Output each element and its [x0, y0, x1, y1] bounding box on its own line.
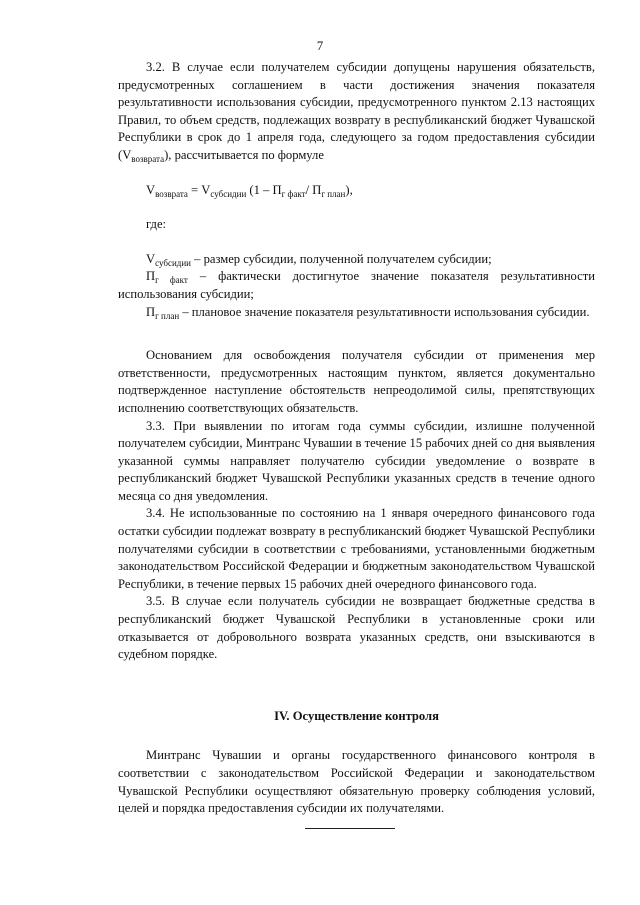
definition-item [118, 304, 595, 322]
basis-paragraph: Основанием для освобождения получателя субсидии от применения мер ответственности, предусмотренных настоящим пунктом, является документально подтвержденное наступление обстоятельств непреодолимой силы, препятствующих исполнению соответствующих обязательств. [118, 348, 595, 415]
paragraph-3-4: 3.4. Не использованные по состоянию на 1 января очередного финансового года остатки субсидии подлежат возврату в республиканский бюджет Чувашской Республики получателями субсидии в соответствии с требованиями, установленными бюджетным законодательством Российской Федерации и бюджетным законодательством Чувашской Республики, в течение первых 15 рабочих дней очередного финансового года. [118, 506, 595, 591]
definition-subscript: субсидии [155, 257, 191, 268]
control-paragraph: Минтранс Чувашии и органы государственного финансового контроля в соответствии с законодательством Российской Федерации и законодательством Чувашской Республики осуществляют обязательную проверку соблюдения условий, целей и порядка предоставления субсидии их получателями. [118, 748, 595, 816]
where-label: где: [146, 217, 167, 232]
formula-sub-plan: г план [321, 188, 346, 199]
formula-mid: (1 – П [246, 182, 282, 197]
formula-sub-return: возврата [155, 188, 188, 199]
definition-item [118, 268, 595, 303]
paragraph-3-2-subscript: возврата [131, 153, 165, 164]
paragraph-3-5: 3.5. В случае если получатель субсидии не возвращает бюджетные средства в республиканский бюджет Чувашской Республики в установленные сроки или отказывается от добровольного возврата указанных средств, они взыскиваются в судебном порядке. [118, 594, 595, 662]
definition-text: – размер субсидии, полученной получателем субсидии; [190, 251, 492, 266]
paragraph-3-3: 3.3. При выявлении по итогам года суммы субсидии, излишне полученной получателем субсидии, Минтранс Чувашии в течение 15 рабочих дней со дня выявления указанной суммы направляет получателю субсидии уведомление о возврате в республиканский бюджет Чувашской Республики указанных средств в течение одного месяца со дня уведомления. [118, 418, 595, 503]
formula-v: V [146, 182, 156, 197]
definition-text: – плановое значение показателя результативности использования субсидии. [179, 304, 590, 319]
definition-subscript: г факт [155, 275, 188, 286]
definition-subscript: г план [155, 310, 180, 321]
definition-symbol: V [146, 251, 156, 266]
end-divider [305, 828, 395, 829]
formula-definitions [118, 251, 595, 321]
definition-symbol: П [146, 304, 156, 319]
paragraph-3-2-text: 3.2. В случае если получателем субсидии допущены нарушения обязательств, предусмотренных соглашением в части достижения значения показателя результативности использования субсидии, предусмотренного пунктом 2.13 настоящих Правил, то объем средств, подлежащих возврату в республиканский бюджет Чувашской Республики в срок до 1 апреля года, следующего за годом предоставления субсидии (V [118, 60, 595, 162]
definition-symbol: П [146, 269, 156, 284]
section-heading: IV. Осуществление контроля [274, 708, 439, 723]
formula-sub-fact: г факт [281, 188, 306, 199]
paragraph-3-2-tail: ), рассчитывается по формуле [164, 147, 324, 162]
formula-sub-subsidy: субсидии [210, 188, 247, 199]
page-number: 7 [316, 39, 324, 53]
definition-text: – фактически достигнутое значение показателя результативности использования субсидии; [118, 269, 595, 301]
return-formula [146, 182, 595, 200]
document-body [118, 59, 595, 818]
formula-eq: = V [187, 182, 211, 197]
paragraph-3-2 [118, 59, 595, 165]
formula-slash: / П [305, 182, 322, 197]
definition-item [118, 251, 595, 269]
formula-end: ), [345, 182, 353, 197]
